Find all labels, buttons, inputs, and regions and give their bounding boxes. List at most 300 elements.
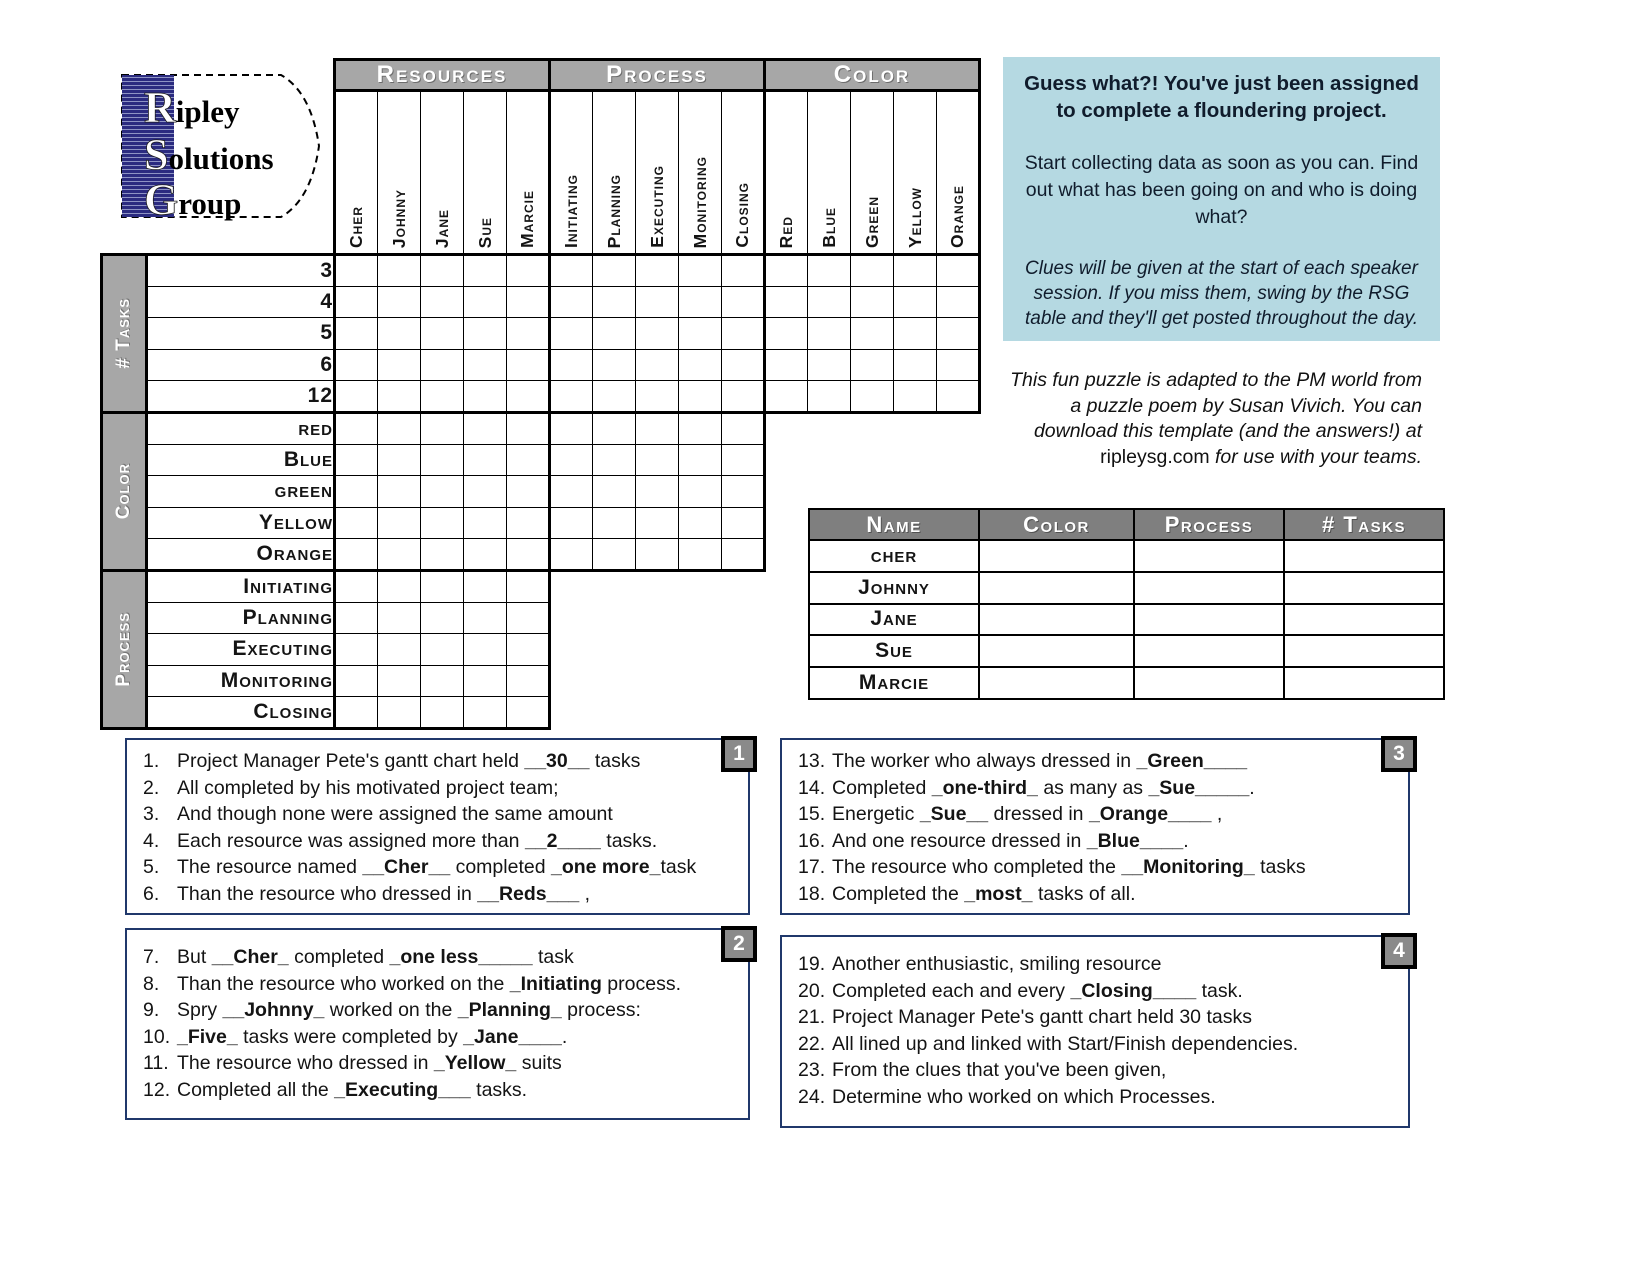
- clue-line: [143, 944, 742, 971]
- clue-number: 23.: [798, 1059, 826, 1081]
- row-group-label-text: # Tasks: [113, 298, 134, 369]
- grid-cell[interactable]: [550, 349, 593, 381]
- answer-blank-cell[interactable]: [1284, 635, 1444, 667]
- grid-cell[interactable]: [507, 697, 550, 729]
- grid-cell[interactable]: [421, 665, 464, 697]
- clue-blank-answer: _Closing____: [1070, 979, 1197, 1002]
- grid-cell[interactable]: [851, 255, 894, 287]
- grid-cell[interactable]: [722, 286, 765, 318]
- grid-cell[interactable]: [335, 286, 378, 318]
- grid-cell[interactable]: [722, 507, 765, 539]
- answer-name-cell: Jane: [809, 604, 979, 636]
- column-label-text: Cher: [346, 206, 366, 248]
- answer-blank-cell[interactable]: [979, 635, 1134, 667]
- grid-cell[interactable]: [335, 318, 378, 350]
- clue-number: 13.: [798, 750, 826, 772]
- answer-table-row: [809, 635, 1444, 667]
- grid-cell[interactable]: [808, 318, 851, 350]
- clue-line: [143, 748, 742, 775]
- clue-number: 11.: [143, 1052, 169, 1074]
- clue-text: The resource named: [177, 856, 363, 878]
- grid-cell[interactable]: [593, 286, 636, 318]
- clue-line: [143, 1024, 742, 1051]
- clue-text: Determine who worked on which Processes.: [832, 1085, 1216, 1108]
- clue-number: 5.: [143, 856, 160, 878]
- grid-cell[interactable]: [636, 381, 679, 413]
- grid-cell[interactable]: [550, 476, 593, 508]
- grid-cell[interactable]: [507, 349, 550, 381]
- column-label: [765, 91, 808, 255]
- grid-cell[interactable]: [808, 255, 851, 287]
- clue-number: 14.: [798, 776, 826, 799]
- clue-text: ,: [579, 882, 591, 905]
- clue-text: Project Manager Pete's gantt chart held 30 tasks: [832, 1006, 1252, 1028]
- grid-cell[interactable]: [593, 539, 636, 571]
- answer-blank-cell[interactable]: [979, 667, 1134, 699]
- grid-cell[interactable]: [765, 381, 808, 413]
- clue-blank-answer: _one less_____: [389, 946, 533, 968]
- clue-text: Completed: [832, 776, 932, 799]
- row-label: Planning: [147, 602, 335, 634]
- grid-cell[interactable]: [378, 318, 421, 350]
- clue-text: task: [660, 856, 697, 878]
- grid-cell[interactable]: [808, 349, 851, 381]
- answer-table-row: [809, 604, 1444, 636]
- clue-box-4-number-badge: 4: [1381, 933, 1417, 969]
- row-label: Initiating: [147, 570, 335, 602]
- clue-line: [798, 978, 1402, 1005]
- grid-cell[interactable]: [851, 318, 894, 350]
- grid-cell[interactable]: [378, 286, 421, 318]
- grid-cell[interactable]: [378, 349, 421, 381]
- clue-blank-answer: _Initiating: [509, 972, 602, 995]
- column-label-text: Orange: [947, 185, 967, 248]
- clue-text: And though none were assigned the same amount: [177, 803, 613, 825]
- grid-cell[interactable]: [378, 255, 421, 287]
- grid-cell[interactable]: [464, 665, 507, 697]
- answer-blank-cell[interactable]: [1134, 635, 1284, 667]
- clue-number: 16.: [798, 829, 826, 852]
- grid-cell[interactable]: [851, 349, 894, 381]
- grid-cell[interactable]: [464, 602, 507, 634]
- clue-line: [143, 854, 742, 881]
- grid-cell[interactable]: [464, 697, 507, 729]
- grid-cell[interactable]: [636, 539, 679, 571]
- clue-text: Project Manager Pete's gantt chart held: [177, 750, 525, 772]
- grid-cell[interactable]: [421, 349, 464, 381]
- grid-cell[interactable]: [335, 507, 378, 539]
- grid-cell[interactable]: [722, 318, 765, 350]
- grid-cell[interactable]: [507, 539, 550, 571]
- grid-cell[interactable]: [335, 665, 378, 697]
- clue-number: 8.: [143, 972, 160, 995]
- grid-cell[interactable]: [894, 381, 937, 413]
- grid-cell[interactable]: [937, 381, 980, 413]
- answer-blank-cell[interactable]: [1284, 604, 1444, 636]
- clue-number: 10.: [143, 1025, 171, 1048]
- grid-cell[interactable]: [464, 255, 507, 287]
- grid-cell[interactable]: [464, 507, 507, 539]
- clue-blank-answer: _Planning_: [457, 999, 562, 1021]
- grid-cell[interactable]: [550, 412, 593, 444]
- grid-cell[interactable]: [378, 412, 421, 444]
- clue-number: 22.: [798, 1032, 826, 1055]
- grid-cell[interactable]: [722, 444, 765, 476]
- answer-name-cell: Sue: [809, 635, 979, 667]
- clue-number: 1.: [143, 750, 160, 772]
- grid-cell[interactable]: [335, 539, 378, 571]
- grid-cell[interactable]: [550, 539, 593, 571]
- grid-cell[interactable]: [894, 349, 937, 381]
- grid-cell[interactable]: [550, 444, 593, 476]
- answer-name-cell: cher: [809, 540, 979, 572]
- grid-cell[interactable]: [421, 697, 464, 729]
- grid-cell[interactable]: [335, 412, 378, 444]
- clue-text: The worker who always dressed in: [832, 750, 1137, 772]
- grid-cell[interactable]: [378, 381, 421, 413]
- grid-cell[interactable]: [421, 444, 464, 476]
- clue-number: 24.: [798, 1085, 826, 1108]
- grid-cell[interactable]: [593, 412, 636, 444]
- grid-cell[interactable]: [593, 349, 636, 381]
- grid-cell[interactable]: [765, 349, 808, 381]
- clue-blank-answer: __Johnny_: [222, 999, 325, 1021]
- answer-table-grid: [808, 508, 1445, 700]
- clue-line: [143, 1050, 742, 1077]
- grid-cell[interactable]: [335, 255, 378, 287]
- grid-cell[interactable]: [937, 255, 980, 287]
- clue-text: Completed all the: [177, 1078, 335, 1101]
- column-label: [636, 91, 679, 255]
- grid-cell[interactable]: [464, 286, 507, 318]
- grid-cell[interactable]: [335, 349, 378, 381]
- grid-label-spacer: [102, 91, 335, 255]
- clue-box-4-list: [782, 937, 1408, 1110]
- grid-cell[interactable]: [679, 412, 722, 444]
- grid-cell[interactable]: [593, 507, 636, 539]
- clue-text: Than the resource who dressed in: [177, 882, 478, 905]
- clue-text: Completed the: [832, 882, 965, 905]
- grid-cell[interactable]: [421, 634, 464, 666]
- clue-text: tasks: [589, 750, 641, 772]
- column-label: [851, 91, 894, 255]
- clue-blank-answer: _Yellow_: [433, 1052, 517, 1074]
- clue-text: But: [177, 946, 212, 968]
- row-label: Yellow: [147, 507, 335, 539]
- grid-cell[interactable]: [593, 255, 636, 287]
- grid-cell[interactable]: [679, 444, 722, 476]
- grid-cell[interactable]: [464, 539, 507, 571]
- answer-table-header: Name: [809, 509, 979, 540]
- grid-cell[interactable]: [808, 286, 851, 318]
- grid-cell[interactable]: [550, 286, 593, 318]
- grid-cell[interactable]: [636, 286, 679, 318]
- answer-table-header: # Tasks: [1284, 509, 1444, 540]
- grid-cell[interactable]: [765, 255, 808, 287]
- clue-blank-answer: _Sue_____: [1148, 776, 1250, 799]
- grid-cell[interactable]: [378, 539, 421, 571]
- clue-box-3-number-badge: 3: [1381, 736, 1417, 772]
- grid-cell[interactable]: [851, 381, 894, 413]
- clue-line: [143, 828, 742, 855]
- grid-cell[interactable]: [636, 318, 679, 350]
- grid-cell[interactable]: [679, 286, 722, 318]
- answer-table-row: [809, 572, 1444, 604]
- clue-text: The resource who dressed in: [177, 1052, 434, 1074]
- clue-blank-answer: _Blue____: [1086, 829, 1184, 852]
- grid-cell[interactable]: [378, 634, 421, 666]
- clue-number: 12.: [143, 1078, 171, 1101]
- answer-blank-cell[interactable]: [979, 540, 1134, 572]
- clue-blank-answer: __Reds___: [477, 882, 580, 905]
- clue-line: [143, 971, 742, 998]
- info-box-body: Start collecting data as soon as you can. Find out what has been going on and who is doing what?: [1024, 152, 1419, 228]
- column-group-header: Resources: [335, 60, 550, 91]
- grid-cell[interactable]: [851, 286, 894, 318]
- grid-cell[interactable]: [335, 602, 378, 634]
- answer-table: [808, 508, 1445, 700]
- row-group-label-text: Color: [113, 463, 134, 520]
- clue-number: 3.: [143, 803, 160, 825]
- answer-blank-cell[interactable]: [979, 604, 1134, 636]
- grid-cell[interactable]: [679, 255, 722, 287]
- grid-cell[interactable]: [507, 570, 550, 602]
- column-label-text: Johnny: [388, 188, 409, 248]
- clue-line: [798, 748, 1402, 775]
- grid-cell[interactable]: [593, 381, 636, 413]
- grid-cell[interactable]: [937, 349, 980, 381]
- column-label-text: Executing: [646, 165, 667, 248]
- clue-number: 7.: [143, 946, 160, 968]
- grid-cell[interactable]: [421, 286, 464, 318]
- row-label: 4: [147, 286, 335, 318]
- grid-cell[interactable]: [722, 381, 765, 413]
- grid-cell[interactable]: [464, 318, 507, 350]
- grid-cell[interactable]: [636, 507, 679, 539]
- row-label: Executing: [147, 634, 335, 666]
- grid-cell[interactable]: [378, 697, 421, 729]
- grid-cell[interactable]: [550, 318, 593, 350]
- grid-cell[interactable]: [679, 507, 722, 539]
- info-box-title: Guess what?! You've just been assigned to complete a floundering project.: [1024, 72, 1419, 122]
- clue-box-2-list: [127, 930, 748, 1103]
- clue-blank-answer: __Monitoring_: [1121, 856, 1255, 878]
- clue-text: process.: [601, 972, 681, 995]
- grid-cell[interactable]: [636, 349, 679, 381]
- grid-cell[interactable]: [507, 634, 550, 666]
- clue-box-3: [780, 738, 1410, 915]
- grid-cell[interactable]: [421, 476, 464, 508]
- grid-cell[interactable]: [335, 476, 378, 508]
- grid-cell[interactable]: [507, 476, 550, 508]
- grid-cell[interactable]: [722, 476, 765, 508]
- grid-cell[interactable]: [421, 318, 464, 350]
- grid-cell[interactable]: [335, 697, 378, 729]
- grid-top-left-spacer: [102, 60, 335, 91]
- clue-line: [798, 801, 1402, 828]
- grid-cell[interactable]: [894, 255, 937, 287]
- answer-table-header: Process: [1134, 509, 1284, 540]
- grid-cell[interactable]: [421, 539, 464, 571]
- grid-cell[interactable]: [937, 286, 980, 318]
- grid-cell[interactable]: [507, 255, 550, 287]
- grid-cell[interactable]: [421, 412, 464, 444]
- row-label: Orange: [147, 539, 335, 571]
- clue-text: Completed each and every: [832, 979, 1071, 1002]
- grid-cell[interactable]: [378, 476, 421, 508]
- svg-text:Ripley: Ripley: [144, 83, 240, 132]
- column-label-text: Monitoring: [689, 155, 710, 248]
- grid-cell[interactable]: [593, 444, 636, 476]
- grid-cell[interactable]: [636, 255, 679, 287]
- clue-number: 21.: [798, 1006, 826, 1028]
- grid-cell[interactable]: [507, 381, 550, 413]
- credit-before: This fun puzzle is adapted to the PM world from a puzzle poem by Susan Vivich. You can download this template (and the answers!) at: [1010, 369, 1422, 442]
- clue-number: 18.: [798, 882, 826, 905]
- clue-text: The resource who completed the: [832, 856, 1122, 878]
- clue-box-3-list: [782, 740, 1408, 907]
- clue-line: [798, 854, 1402, 881]
- grid-cell[interactable]: [636, 444, 679, 476]
- grid-cell[interactable]: [378, 602, 421, 634]
- clue-text: tasks were completed by: [237, 1025, 464, 1048]
- column-label-text: Green: [861, 196, 882, 248]
- answer-name-cell: Johnny: [809, 572, 979, 604]
- column-label-text: Jane: [431, 208, 452, 248]
- column-label-text: Blue: [818, 207, 839, 248]
- grid-cell[interactable]: [765, 286, 808, 318]
- grid-cell[interactable]: [636, 476, 679, 508]
- row-label: Closing: [147, 697, 335, 729]
- clue-box-2-number-badge: 2: [721, 926, 757, 962]
- clue-number: 6.: [143, 882, 160, 905]
- clue-text: as many as: [1037, 776, 1149, 799]
- grid-cell[interactable]: [593, 318, 636, 350]
- clue-text: .: [561, 1025, 568, 1048]
- svg-text:Group: Group: [144, 175, 242, 222]
- column-group-header: Process: [550, 60, 765, 91]
- clue-number: 17.: [798, 856, 826, 878]
- grid-cell[interactable]: [808, 381, 851, 413]
- grid-cell[interactable]: [335, 381, 378, 413]
- answer-blank-cell[interactable]: [979, 572, 1134, 604]
- grid-cell[interactable]: [464, 444, 507, 476]
- grid-cell[interactable]: [550, 255, 593, 287]
- grid-cell[interactable]: [507, 286, 550, 318]
- grid-cell[interactable]: [722, 412, 765, 444]
- answer-blank-cell[interactable]: [1134, 572, 1284, 604]
- row-label: Blue: [147, 444, 335, 476]
- grid-cell[interactable]: [421, 507, 464, 539]
- grid-cell[interactable]: [765, 318, 808, 350]
- clue-box-4: [780, 935, 1410, 1128]
- clue-text: Each resource was assigned more than: [177, 829, 525, 852]
- grid-cell[interactable]: [335, 570, 378, 602]
- clue-text: tasks.: [470, 1078, 528, 1101]
- clue-text: Energetic: [832, 803, 920, 825]
- grid-cell[interactable]: [507, 318, 550, 350]
- answer-blank-cell[interactable]: [1134, 540, 1284, 572]
- grid-cell[interactable]: [378, 444, 421, 476]
- grid-cell[interactable]: [507, 602, 550, 634]
- grid-cell[interactable]: [550, 381, 593, 413]
- grid-cell[interactable]: [679, 476, 722, 508]
- info-box-note: Clues will be given at the start of each speaker session. If you miss them, swing by the RSG table and they'll get posted throughout the day.: [1024, 258, 1419, 329]
- answer-blank-cell[interactable]: [1284, 540, 1444, 572]
- grid-cell[interactable]: [421, 602, 464, 634]
- grid-cell[interactable]: [722, 349, 765, 381]
- clue-line: [143, 997, 742, 1024]
- clue-line: [798, 1031, 1402, 1058]
- clue-text: ,: [1211, 803, 1223, 825]
- answer-blank-cell[interactable]: [1284, 667, 1444, 699]
- column-label: [464, 91, 507, 255]
- grid-cell[interactable]: [335, 634, 378, 666]
- column-label: [937, 91, 980, 255]
- grid-cell[interactable]: [378, 507, 421, 539]
- column-label: [550, 91, 593, 255]
- grid-cell[interactable]: [464, 349, 507, 381]
- clue-text: completed: [288, 946, 390, 968]
- grid-cell[interactable]: [464, 381, 507, 413]
- grid-cell[interactable]: [679, 318, 722, 350]
- grid-cell[interactable]: [421, 255, 464, 287]
- grid-cell[interactable]: [679, 539, 722, 571]
- grid-cell[interactable]: [937, 318, 980, 350]
- grid-cell[interactable]: [507, 665, 550, 697]
- credit-after: for use with your teams.: [1209, 445, 1422, 468]
- grid-cell[interactable]: [507, 507, 550, 539]
- clue-text: worked on the: [324, 999, 458, 1021]
- grid-cell[interactable]: [593, 476, 636, 508]
- column-label: [808, 91, 851, 255]
- grid-cell[interactable]: [464, 476, 507, 508]
- grid-cell[interactable]: [722, 539, 765, 571]
- grid-cell[interactable]: [335, 444, 378, 476]
- clue-box-1-list: [127, 740, 748, 907]
- grid-cell[interactable]: [464, 634, 507, 666]
- row-label: green: [147, 476, 335, 508]
- grid-cell[interactable]: [507, 412, 550, 444]
- grid-cell[interactable]: [378, 570, 421, 602]
- grid-cell[interactable]: [894, 318, 937, 350]
- column-label: [722, 91, 765, 255]
- grid-cell[interactable]: [636, 412, 679, 444]
- grid-cell[interactable]: [722, 255, 765, 287]
- answer-blank-cell[interactable]: [1134, 667, 1284, 699]
- column-label-text: Yellow: [904, 187, 925, 248]
- row-group-label: [102, 255, 147, 413]
- answer-blank-cell[interactable]: [1284, 572, 1444, 604]
- row-group-label: [102, 570, 147, 728]
- grid-cell[interactable]: [464, 570, 507, 602]
- clue-line: [798, 1057, 1402, 1084]
- grid-cell[interactable]: [679, 349, 722, 381]
- clue-line: [798, 951, 1402, 978]
- grid-cell[interactable]: [894, 286, 937, 318]
- grid-cell[interactable]: [507, 444, 550, 476]
- grid-cell[interactable]: [421, 381, 464, 413]
- grid-cell[interactable]: [679, 381, 722, 413]
- answer-blank-cell[interactable]: [1134, 604, 1284, 636]
- grid-cell[interactable]: [421, 570, 464, 602]
- grid-cell[interactable]: [464, 412, 507, 444]
- column-label-text: Red: [776, 215, 796, 248]
- grid-cell[interactable]: [378, 665, 421, 697]
- grid-cell[interactable]: [550, 507, 593, 539]
- row-label: 5: [147, 318, 335, 350]
- clue-blank-answer: __Cher__: [362, 856, 451, 878]
